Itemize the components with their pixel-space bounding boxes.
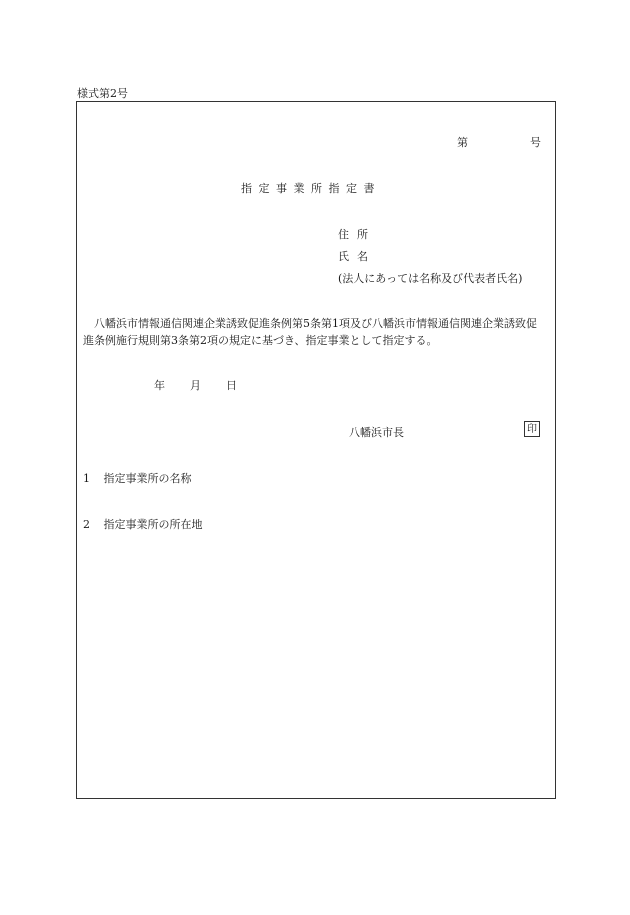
date-day: 日 bbox=[226, 379, 237, 392]
address-label: 住所 bbox=[338, 228, 376, 241]
seal-stamp: 印 bbox=[524, 421, 540, 437]
item-number: 2 bbox=[83, 518, 90, 531]
name-label: 氏名 bbox=[338, 250, 376, 263]
corporate-note: (法人にあっては名称及び代表者氏名) bbox=[338, 272, 523, 285]
list-item bbox=[83, 516, 203, 532]
issuer-title: 八幡浜市長 bbox=[349, 426, 404, 439]
document-title: 指定事業所指定書 bbox=[241, 182, 381, 195]
form-number: 様式第2号 bbox=[77, 87, 128, 100]
designation-body: 八幡浜市情報通信関連企業誘致促進条例第5条第1項及び八幡浜市情報通信関連企業誘致促進条例施行規則第3条第2項の規定に基づき、指定事業として指定する。 bbox=[83, 317, 537, 347]
document-frame bbox=[76, 101, 556, 799]
date-month: 月 bbox=[190, 379, 201, 392]
item-number: 1 bbox=[83, 472, 90, 485]
date-year: 年 bbox=[154, 379, 165, 392]
doc-number-suffix: 号 bbox=[530, 136, 541, 149]
item-label: 指定事業所の所在地 bbox=[103, 518, 203, 531]
doc-number-prefix: 第 bbox=[457, 136, 468, 149]
item-label: 指定事業所の名称 bbox=[103, 472, 192, 485]
list-item bbox=[83, 470, 192, 486]
